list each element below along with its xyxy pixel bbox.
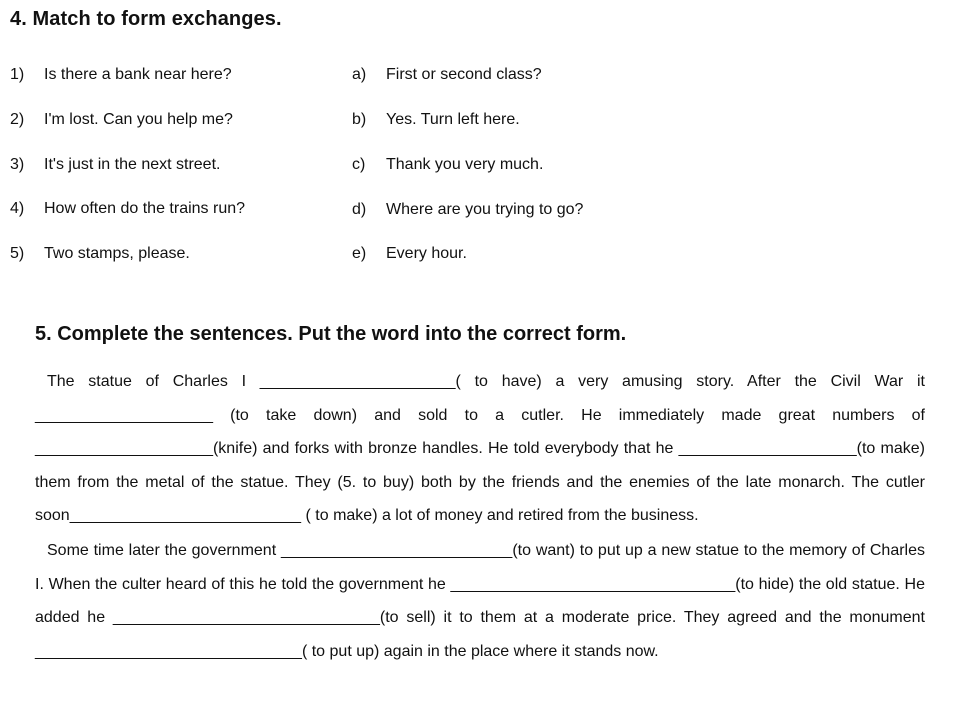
item-number: 3) [10,156,25,173]
paragraph-1-text: The statue of Charles I ______________________( to have) a very amusing story. After the Civil War it ____________________ (to take down) and sold to a cutler. He immediately made great numbers of ____________________(knife) and forks with bronze handles. He told everybody that he ____________________(to make) them from the metal of the statue. They (5. to buy) both by the friends and the enemies of the late monarch. The cutler soon__________________________ ( to make) a lot of money and retired from the business. [35,373,925,524]
item-text: Two stamps, please. [44,245,190,262]
item-letter: e) [352,245,367,262]
section-5-title: 5. Complete the sentences. Put the word into the correct form. [35,323,627,345]
item-number: 1) [10,66,25,83]
item-text: Is there a bank near here? [44,66,232,83]
item-text: How often do the trains run? [44,200,246,217]
item-number: 4) [10,200,25,217]
item-letter: d) [352,201,367,218]
item-text: First or second class? [386,66,542,83]
exercise-paragraph-1 [35,365,925,533]
section-4-title: 4. Match to form exchanges. [10,8,282,30]
item-text: Where are you trying to go? [386,201,584,218]
paragraph-2-text: Some time later the government __________________________(to want) to put up a new statue to the memory of Charles I. When the culter heard of this he told the government he ________________________________(to hide) the old statue. He added he ______________________________(to sell) it to them at a moderate price. They agreed and the monument ______________________________( to put up) again in the place where it stands now. [35,542,925,660]
item-letter: c) [352,156,366,173]
item-text: I'm lost. Can you help me? [44,111,233,128]
item-letter: a) [352,66,367,83]
item-text: Thank you very much. [386,156,544,173]
exercise-paragraph-2 [35,534,925,668]
item-number: 5) [10,245,25,262]
item-text: It's just in the next street. [44,156,221,173]
item-number: 2) [10,111,25,128]
item-letter: b) [352,111,367,128]
item-text: Every hour. [386,245,467,262]
item-text: Yes. Turn left here. [386,111,520,128]
